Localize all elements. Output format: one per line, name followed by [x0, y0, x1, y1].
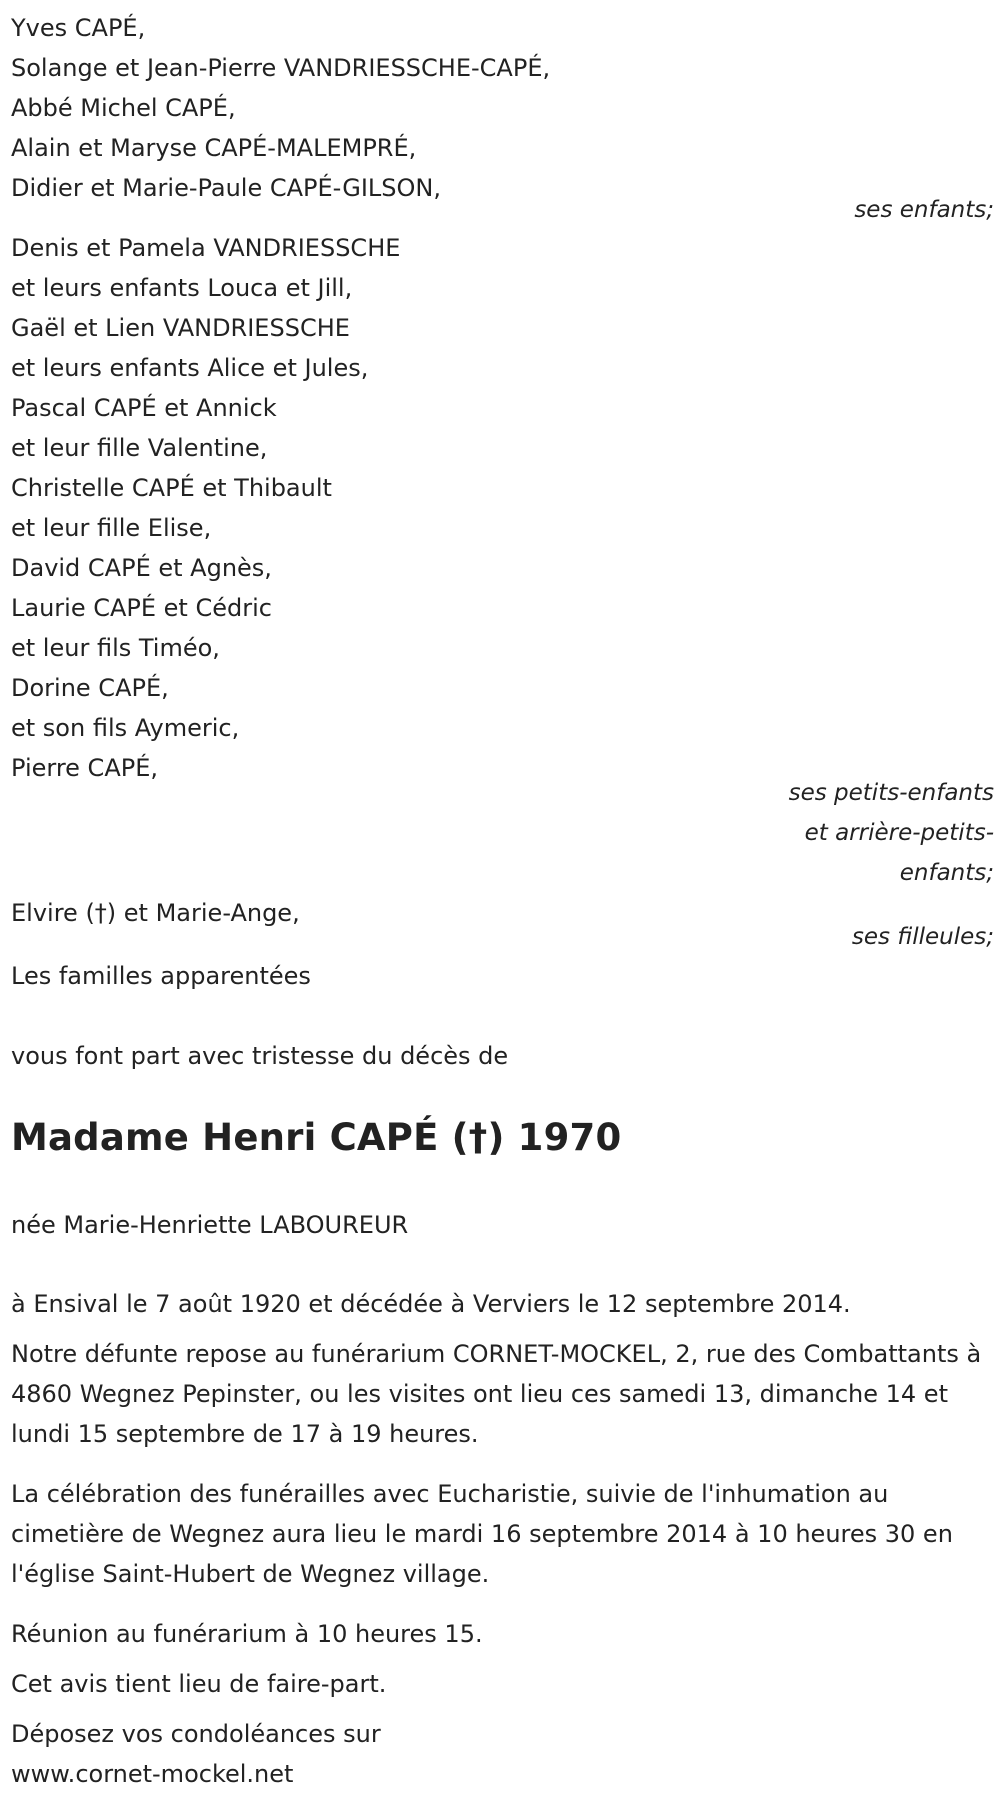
grandchildren-relation-label: enfants; [899, 860, 994, 886]
grandchild-line: David CAPÉ et Agnès, [11, 554, 272, 582]
grandchildren-relation-label: ses petits-enfants [788, 780, 994, 806]
grandchild-line: et leur fille Elise, [11, 514, 212, 542]
visitation-paragraph: Notre défunte repose au funérarium CORNET-MOCKEL, 2, rue des Combattants à 4860 Wegnez Pepinster, ou les visites ont lieu ces samedi 13, dimanche 14 et lundi 15 septembre de 17 à 19 heures. [11, 1340, 982, 1448]
child-line: Alain et Maryse CAPÉ-MALEMPRÉ, [11, 134, 417, 162]
notice-paragraph: Cet avis tient lieu de faire-part. [11, 1670, 387, 1698]
grandchild-line: Christelle CAPÉ et Thibault [11, 474, 332, 502]
birth-name: née Marie-Henriette LABOUREUR [11, 1211, 409, 1239]
grandchild-line: et leur fils Timéo, [11, 634, 220, 662]
goddaughters-line: Elvire (†) et Marie-Ange, [11, 899, 300, 927]
announcement-line: vous font part avec tristesse du décès de [11, 1042, 509, 1070]
deceased-name: Madame Henri CAPÉ (†) 1970 [11, 1116, 622, 1159]
child-line: Solange et Jean-Pierre VANDRIESSCHE-CAPÉ, [11, 54, 551, 82]
children-relation-label: ses enfants; [854, 197, 994, 223]
grandchild-line: et leurs enfants Alice et Jules, [11, 354, 369, 382]
grandchild-line: Dorine CAPÉ, [11, 674, 169, 702]
condolences-paragraph: Déposez vos condoléances sur [11, 1720, 381, 1748]
grandchild-line: et leurs enfants Louca et Jill, [11, 274, 353, 302]
goddaughters-relation-label: ses filleules; [851, 924, 994, 950]
grandchild-line: Pascal CAPÉ et Annick [11, 394, 277, 422]
meeting-paragraph: Réunion au funérarium à 10 heures 15. [11, 1620, 483, 1648]
grandchildren-relation-label: et arrière-petits- [804, 820, 994, 846]
child-line: Yves CAPÉ, [11, 14, 146, 42]
grandchild-line: Laurie CAPÉ et Cédric [11, 594, 272, 622]
grandchild-line: Pierre CAPÉ, [11, 754, 158, 782]
birth-death-paragraph: à Ensival le 7 août 1920 et décédée à Verviers le 12 septembre 2014. [11, 1290, 851, 1318]
grandchild-line: et leur fille Valentine, [11, 434, 268, 462]
grandchild-line: et son fils Aymeric, [11, 714, 240, 742]
grandchild-line: Denis et Pamela VANDRIESSCHE [11, 234, 401, 262]
funeral-paragraph: La célébration des funérailles avec Eucharistie, suivie de l'inhumation au cimetière de Wegnez aura lieu le mardi 16 septembre 2014 à 10 heures 30 en l'église Saint-Hubert de Wegnez village. [11, 1480, 953, 1588]
families-line: Les familles apparentées [11, 962, 311, 990]
child-line: Abbé Michel CAPÉ, [11, 94, 236, 122]
child-line: Didier et Marie-Paule CAPÉ-GILSON, [11, 174, 441, 202]
website-link[interactable]: www.cornet-mockel.net [11, 1760, 294, 1788]
grandchild-line: Gaël et Lien VANDRIESSCHE [11, 314, 350, 342]
